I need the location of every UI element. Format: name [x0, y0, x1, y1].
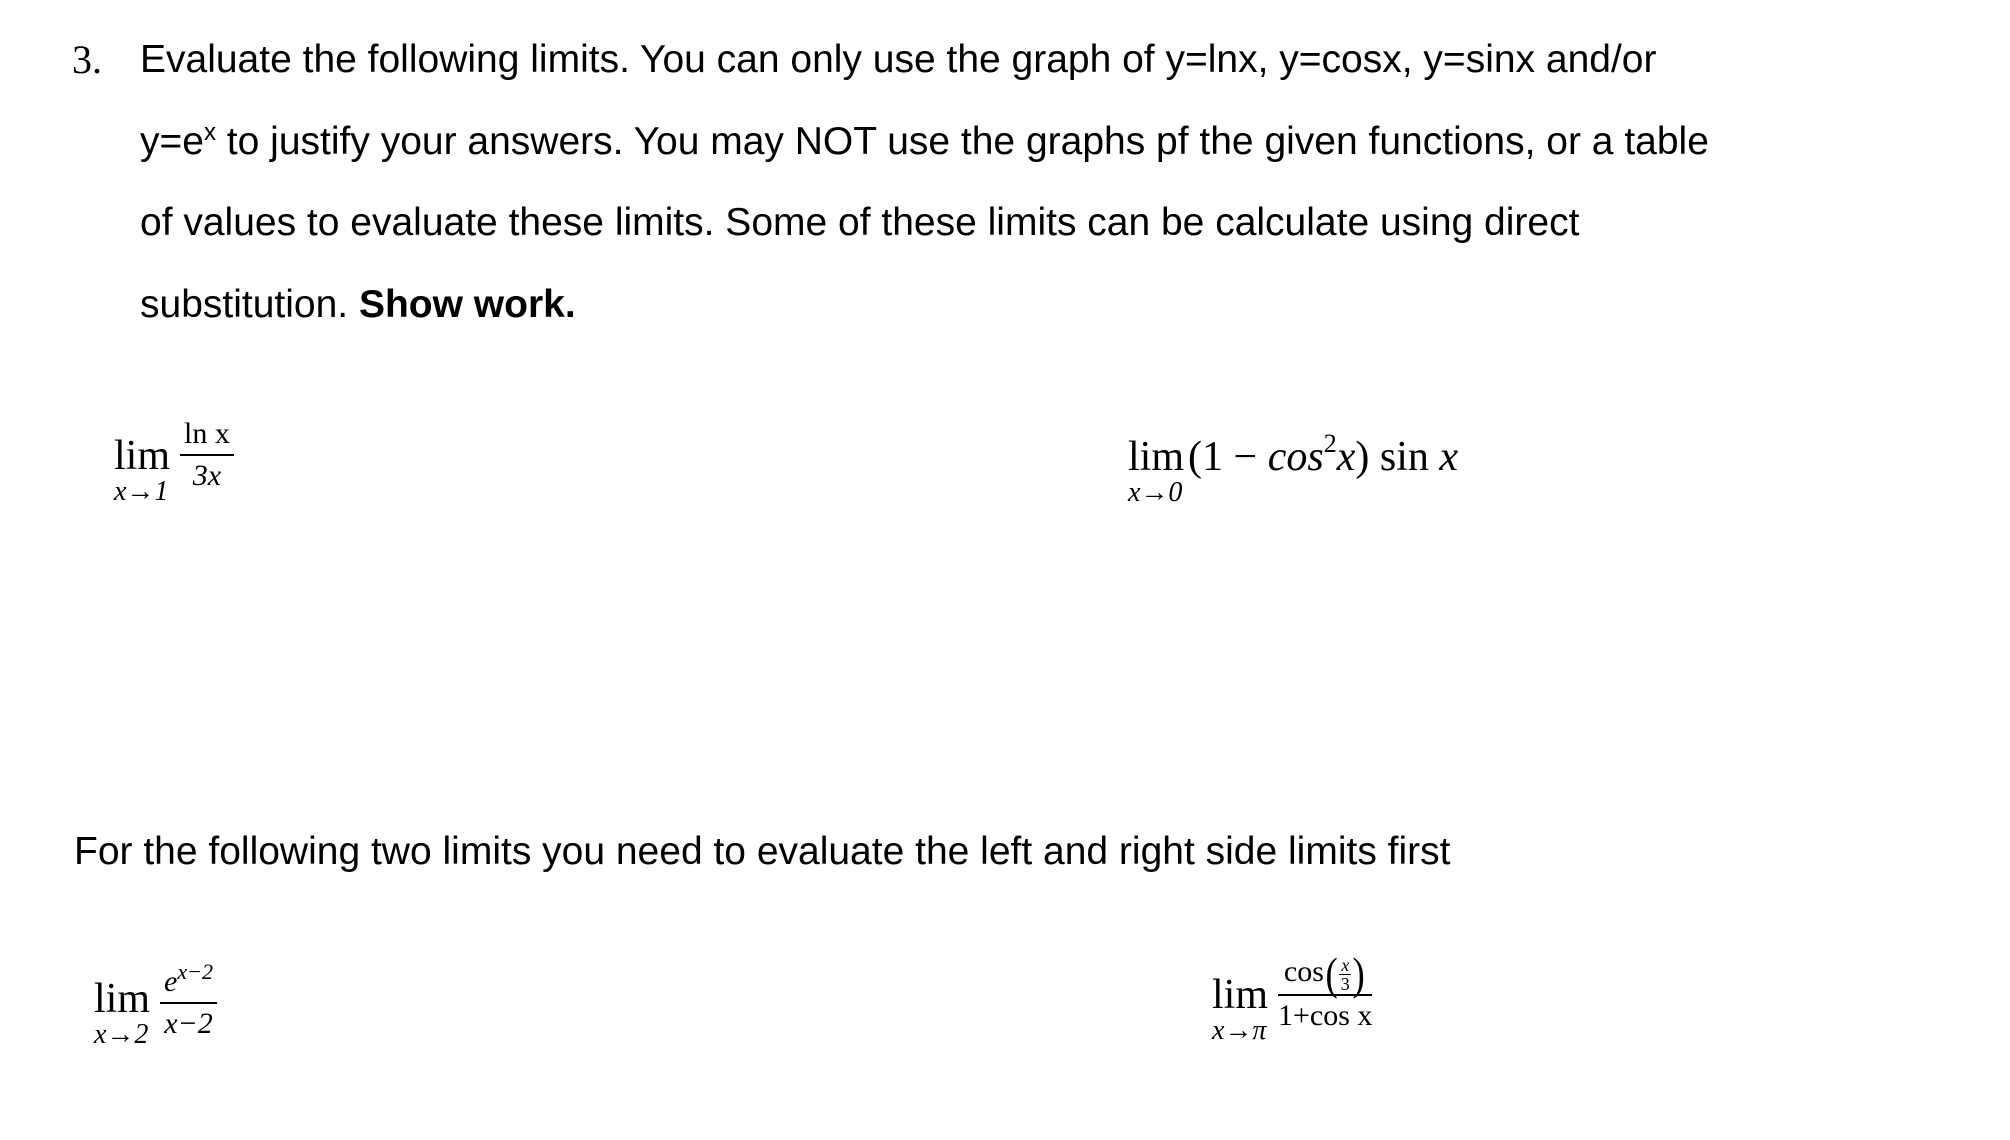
instruction-line-4 [140, 283, 576, 327]
section-instruction: For the following two limits you need to evaluate the left and right side limits first [74, 830, 1451, 873]
show-work-emphasis: Show work. [358, 283, 576, 326]
expr-var: x [1439, 434, 1459, 480]
fraction [1278, 948, 1373, 1034]
expr-cos: cos [1267, 434, 1324, 480]
instruction-line-2 [140, 120, 1709, 164]
lim-word: lim [94, 976, 151, 1022]
limit-expression-3 [94, 959, 217, 1058]
fraction [160, 954, 217, 1042]
fraction-numerator: ln x [180, 416, 234, 456]
limit-operator [94, 978, 150, 1050]
inner-numerator: x [1341, 954, 1350, 975]
limit-operator [114, 435, 170, 507]
lim-word: lim [114, 433, 171, 479]
fraction-numerator [160, 954, 217, 1004]
exp-power: x−2 [177, 959, 213, 984]
limit-operator [1212, 974, 1268, 1046]
instruction-line-4-pre: substitution. [140, 283, 359, 326]
fraction-denominator: 1+cos x [1278, 999, 1373, 1033]
expr-x: x [1336, 434, 1356, 480]
expr-open: (1 − [1188, 434, 1268, 480]
limit-operator [1128, 436, 1184, 508]
fraction-denominator: x−2 [164, 1007, 213, 1040]
lim-word: lim [1212, 972, 1269, 1019]
inner-fraction [1339, 956, 1351, 993]
fraction [180, 416, 234, 494]
limit-expression-1 [114, 417, 234, 510]
instruction-line-2-pre: y=e [140, 120, 204, 163]
lim-word: lim [1128, 434, 1185, 480]
instruction-line-1: Evaluate the following limits. You can only use the graph of y=lnx, y=cosx, y=sinx and/or [140, 38, 1657, 81]
fraction-denominator: 3x [192, 459, 222, 492]
cos-function: cos [1283, 955, 1324, 988]
fraction-numerator: cos( $\frac{x}{3}$ ) [1278, 954, 1372, 996]
limit-expression-2 [1128, 429, 1459, 508]
lim-subscript: x→1 [114, 476, 169, 507]
exp-base: e [164, 965, 178, 998]
lim-subscript: x→0 [1128, 477, 1183, 508]
instruction-line-2-post: to justify your answers. You may NOT use the graphs pf the given functions, or a table [215, 120, 1709, 163]
lim-subscript: x→π [1212, 1015, 1267, 1047]
instruction-line-3: of values to evaluate these limits. Some of these limits can be calculate using direct [140, 201, 1580, 244]
instruction-line-2-sup: x [203, 119, 216, 146]
lim-subscript: x→2 [94, 1019, 149, 1050]
problem-number: 3. [72, 37, 102, 82]
expr-exponent: 2 [1323, 429, 1337, 458]
expr-sin: ) sin [1355, 434, 1440, 480]
inner-denominator: 3 [1340, 973, 1350, 994]
limit-expression-4 [1212, 948, 1373, 1050]
limit-body [1188, 429, 1459, 480]
